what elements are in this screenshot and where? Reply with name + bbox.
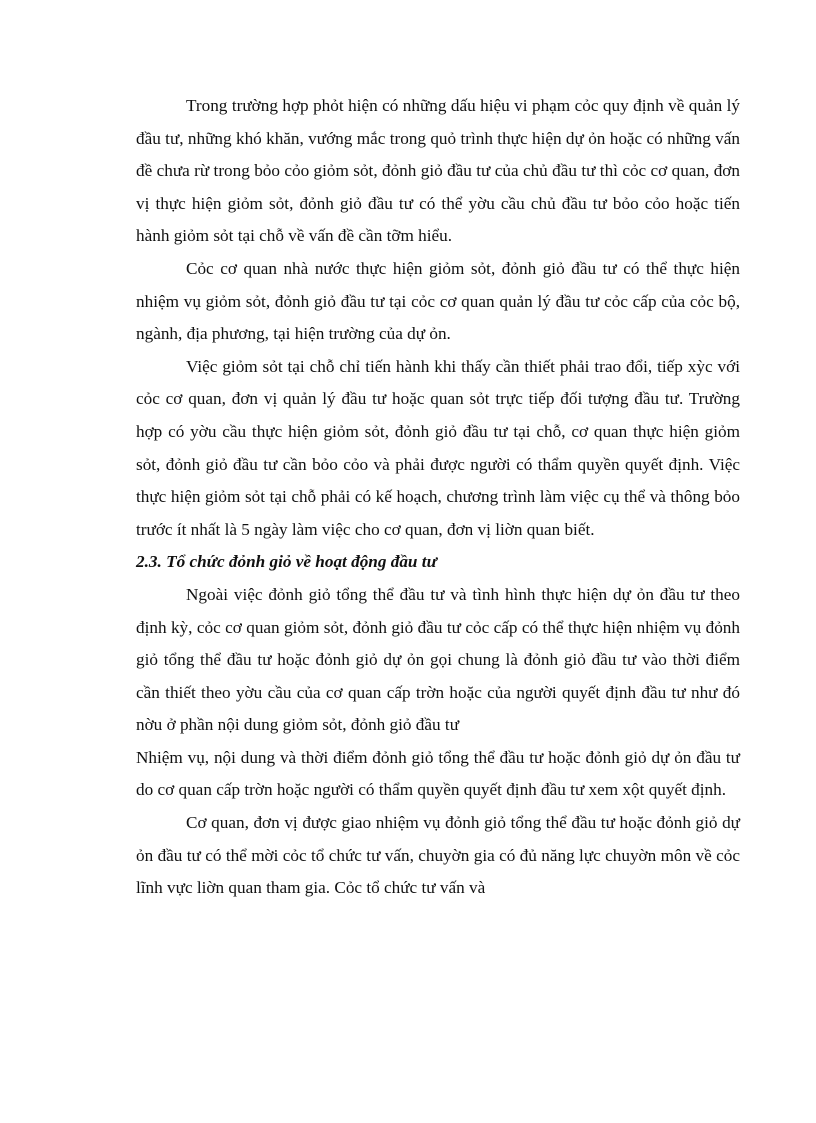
paragraph-state-agencies-supervision: Cỏc cơ quan nhà nước thực hiện giỏm sỏt, đỏnh giỏ đầu tư có thể thực hiện nhiệm vụ giỏm sỏt, đỏnh giỏ đầu tư tại cỏc cơ quan quản lý đầu tư cỏc cấp của cỏc bộ, ngành, địa phương, tại hiện trường của dự ỏn.: [136, 258, 740, 344]
section-heading: 2.3. Tổ chức đỏnh giỏ về hoạt động đầu tư: [136, 552, 437, 572]
paragraph-onsite-supervision-conditions: Việc giỏm sỏt tại chỗ chỉ tiến hành khi thấy cần thiết phải trao đổi, tiếp xỳc với cỏc cơ quan, đơn vị quản lý đầu tư hoặc quan sỏt trực tiếp đối tượng đầu tư. Trường hợp có yờu cầu thực hiện giỏm sỏt, đỏnh giỏ đầu tư tại chỗ, cơ quan thực hiện giỏm sỏt, đỏnh giỏ đầu tư cần bỏo cỏo và phải được người có thẩm quyền quyết định. Việc thực hiện giỏm sỏt tại chỗ phải có kế hoạch, chương trình làm việc cụ thể và thông bỏo trước ít nhất là 5 ngày làm việc cho cơ quan, đơn vị liờn quan biết.: [136, 356, 740, 539]
paragraph-periodic-evaluation: Ngoài việc đỏnh giỏ tổng thể đầu tư và tình hình thực hiện dự ỏn đầu tư theo định kỳ, cỏc cơ quan giỏm sỏt, đỏnh giỏ đầu tư cỏc cấp có thể thực hiện nhiệm vụ đỏnh giỏ tổng thể đầu tư hoặc đỏnh giỏ dự ỏn gọi chung là đỏnh giỏ đầu tư vào thời điểm cần thiết theo yờu cầu của cơ quan cấp trờn hoặc của người quyết định đầu tư như đó nờu ở phần nội dung giỏm sỏt, đỏnh giỏ đầu tư: [136, 584, 740, 735]
paragraph-evaluation-tasks: Nhiệm vụ, nội dung và thời điểm đỏnh giỏ tổng thể đầu tư hoặc đỏnh giỏ dự ỏn đầu tư do cơ quan cấp trờn hoặc người có thẩm quyền quyết định đầu tư xem xột quyết định.: [136, 747, 740, 800]
paragraph-onsite-supervision-request: Trong trường hợp phỏt hiện có những dấu hiệu vi phạm cỏc quy định về quản lý đầu tư, những khó khăn, vướng mắc trong quỏ trình thực hiện dự ỏn hoặc có những vấn đề chưa rừ trong bỏo cỏo giỏm sỏt, đỏnh giỏ đầu tư của chủ đầu tư thì cỏc cơ quan, đơn vị thực hiện giỏm sỏt, đỏnh giỏ đầu tư có thể yờu cầu chủ đầu tư bỏo cỏo hoặc tiến hành giỏm sỏt tại chỗ về vấn đề cần tỡm hiểu.: [136, 96, 740, 246]
document-body: [136, 90, 740, 905]
paragraph-consultants: Cơ quan, đơn vị được giao nhiệm vụ đỏnh giỏ tổng thể đầu tư hoặc đỏnh giỏ dự ỏn đầu tư có thể mời cỏc tổ chức tư vấn, chuyờn gia có đủ năng lực chuyờn môn về cỏc lĩnh vực liờn quan tham gia. Cỏc tổ chức tư vấn và: [136, 813, 740, 898]
